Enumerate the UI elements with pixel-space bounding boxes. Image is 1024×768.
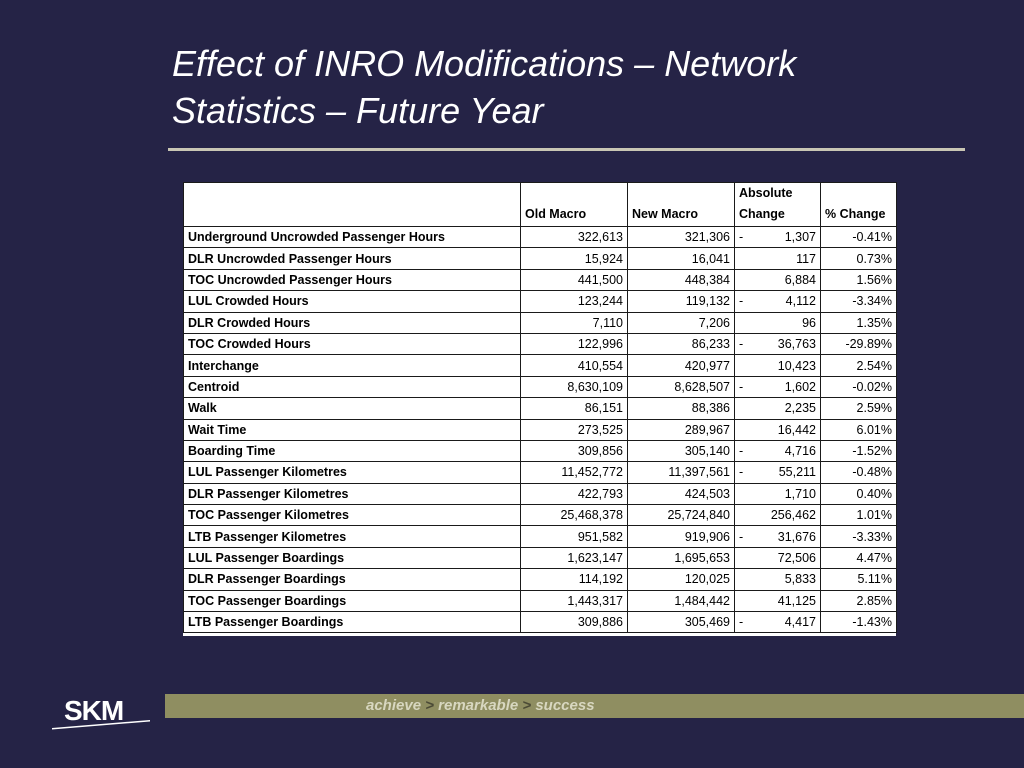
- old-macro-cell: 309,886: [521, 612, 628, 633]
- percent-change-cell: -0.41%: [821, 227, 897, 248]
- absolute-change-cell: [735, 355, 821, 376]
- percent-change-cell: -3.33%: [821, 526, 897, 547]
- row-label: Wait Time: [184, 419, 521, 440]
- absolute-change-sign: -: [739, 529, 744, 544]
- new-macro-cell: 448,384: [628, 269, 735, 290]
- absolute-change-cell: [735, 569, 821, 590]
- table-row: [184, 269, 897, 290]
- absolute-change-cell: [735, 312, 821, 333]
- absolute-change-sign: -: [739, 444, 744, 459]
- new-macro-cell: 420,977: [628, 355, 735, 376]
- table-row: [184, 462, 897, 483]
- table-row: [184, 419, 897, 440]
- old-macro-cell: 123,244: [521, 291, 628, 312]
- row-label: Centroid: [184, 376, 521, 397]
- row-label: TOC Passenger Boardings: [184, 590, 521, 611]
- old-macro-cell: 422,793: [521, 483, 628, 504]
- absolute-change-value: 4,417: [784, 615, 816, 630]
- percent-change-cell: -1.43%: [821, 612, 897, 633]
- row-label: LUL Crowded Hours: [184, 291, 521, 312]
- absolute-change-sign: -: [739, 465, 744, 480]
- new-macro-cell: 305,140: [628, 440, 735, 461]
- tagline-success: success: [535, 697, 595, 714]
- table-row: [184, 612, 897, 633]
- old-macro-cell: 86,151: [521, 398, 628, 419]
- table-row: [184, 505, 897, 526]
- table-row: [184, 526, 897, 547]
- new-macro-cell: 305,469: [628, 612, 735, 633]
- absolute-change-value: 31,676: [777, 529, 816, 544]
- row-label: LUL Passenger Boardings: [184, 547, 521, 568]
- header-old-macro: Old Macro: [521, 183, 628, 227]
- absolute-change-cell: [735, 376, 821, 397]
- table-row: [184, 291, 897, 312]
- new-macro-cell: 7,206: [628, 312, 735, 333]
- percent-change-cell: -29.89%: [821, 333, 897, 354]
- absolute-change-value: 256,462: [770, 508, 816, 523]
- table-header-row: [184, 183, 897, 227]
- absolute-change-sign: -: [739, 379, 744, 394]
- table-row: [184, 227, 897, 248]
- old-macro-cell: 122,996: [521, 333, 628, 354]
- skm-logo: [50, 690, 155, 730]
- table-row: [184, 248, 897, 269]
- absolute-change-value: 6,884: [784, 272, 816, 287]
- slide-title-line2: Statistics – Future Year: [172, 90, 544, 131]
- absolute-change-cell: [735, 227, 821, 248]
- percent-change-cell: 1.56%: [821, 269, 897, 290]
- slide-title-line1: Effect of INRO Modifications – Network: [172, 43, 797, 84]
- new-macro-cell: 120,025: [628, 569, 735, 590]
- new-macro-cell: 289,967: [628, 419, 735, 440]
- slide-title: [172, 40, 972, 134]
- old-macro-cell: 1,623,147: [521, 547, 628, 568]
- percent-change-cell: 1.01%: [821, 505, 897, 526]
- absolute-change-value: 2,235: [784, 401, 816, 416]
- tagline-achieve: achieve: [366, 697, 422, 714]
- tagline-separator-2: >: [522, 697, 532, 714]
- table-row: [184, 312, 897, 333]
- absolute-change-value: 4,112: [785, 294, 816, 309]
- new-macro-cell: 919,906: [628, 526, 735, 547]
- absolute-change-cell: [735, 248, 821, 269]
- absolute-change-value: 1,602: [784, 379, 816, 394]
- percent-change-cell: -0.02%: [821, 376, 897, 397]
- old-macro-cell: 410,554: [521, 355, 628, 376]
- header-absolute-change-line2: Change: [739, 207, 785, 221]
- absolute-change-cell: [735, 526, 821, 547]
- new-macro-cell: 119,132: [628, 291, 735, 312]
- table-row: [184, 398, 897, 419]
- new-macro-cell: 88,386: [628, 398, 735, 419]
- absolute-change-sign: -: [739, 230, 744, 245]
- new-macro-cell: 25,724,840: [628, 505, 735, 526]
- old-macro-cell: 441,500: [521, 269, 628, 290]
- table-row: [184, 333, 897, 354]
- old-macro-cell: 309,856: [521, 440, 628, 461]
- absolute-change-cell: [735, 419, 821, 440]
- absolute-change-value: 4,716: [784, 444, 816, 459]
- old-macro-cell: 322,613: [521, 227, 628, 248]
- absolute-change-cell: [735, 333, 821, 354]
- row-label: LTB Passenger Kilometres: [184, 526, 521, 547]
- absolute-change-value: 96: [802, 315, 816, 330]
- absolute-change-value: 16,442: [777, 422, 816, 437]
- absolute-change-cell: [735, 612, 821, 633]
- absolute-change-value: 72,506: [777, 551, 816, 566]
- absolute-change-cell: [735, 462, 821, 483]
- percent-change-cell: 6.01%: [821, 419, 897, 440]
- new-macro-cell: 1,695,653: [628, 547, 735, 568]
- percent-change-cell: 2.59%: [821, 398, 897, 419]
- percent-change-cell: 5.11%: [821, 569, 897, 590]
- row-label: TOC Uncrowded Passenger Hours: [184, 269, 521, 290]
- absolute-change-value: 41,125: [777, 593, 816, 608]
- new-macro-cell: 8,628,507: [628, 376, 735, 397]
- table-row: [184, 590, 897, 611]
- absolute-change-value: 55,211: [778, 465, 816, 480]
- title-divider: [168, 148, 965, 151]
- row-label: Interchange: [184, 355, 521, 376]
- absolute-change-value: 36,763: [777, 337, 816, 352]
- old-macro-cell: 7,110: [521, 312, 628, 333]
- header-absolute-change-line1: Absolute: [739, 186, 793, 200]
- old-macro-cell: 273,525: [521, 419, 628, 440]
- row-label: TOC Crowded Hours: [184, 333, 521, 354]
- footer-tagline: [366, 694, 595, 718]
- absolute-change-cell: [735, 547, 821, 568]
- absolute-change-cell: [735, 291, 821, 312]
- new-macro-cell: 16,041: [628, 248, 735, 269]
- old-macro-cell: 951,582: [521, 526, 628, 547]
- table-row: [184, 547, 897, 568]
- old-macro-cell: 1,443,317: [521, 590, 628, 611]
- absolute-change-value: 5,833: [784, 572, 816, 587]
- percent-change-cell: 1.35%: [821, 312, 897, 333]
- new-macro-cell: 424,503: [628, 483, 735, 504]
- absolute-change-cell: [735, 483, 821, 504]
- absolute-change-value: 1,307: [784, 230, 816, 245]
- percent-change-cell: -0.48%: [821, 462, 897, 483]
- tagline-separator-1: >: [425, 697, 434, 714]
- new-macro-cell: 1,484,442: [628, 590, 735, 611]
- tagline-remarkable: remarkable: [438, 697, 519, 714]
- percent-change-cell: 4.47%: [821, 547, 897, 568]
- old-macro-cell: 11,452,772: [521, 462, 628, 483]
- row-label: DLR Crowded Hours: [184, 312, 521, 333]
- percent-change-cell: 0.73%: [821, 248, 897, 269]
- old-macro-cell: 114,192: [521, 569, 628, 590]
- header-new-macro: New Macro: [628, 183, 735, 227]
- row-label: Underground Uncrowded Passenger Hours: [184, 227, 521, 248]
- row-label: Walk: [184, 398, 521, 419]
- new-macro-cell: 321,306: [628, 227, 735, 248]
- absolute-change-sign: -: [739, 337, 744, 352]
- row-label: Boarding Time: [184, 440, 521, 461]
- absolute-change-value: 10,423: [777, 358, 816, 373]
- absolute-change-cell: [735, 398, 821, 419]
- header-percent-change: % Change: [821, 183, 897, 227]
- absolute-change-cell: [735, 505, 821, 526]
- row-label: TOC Passenger Kilometres: [184, 505, 521, 526]
- table-row: [184, 483, 897, 504]
- old-macro-cell: 25,468,378: [521, 505, 628, 526]
- table-row: [184, 376, 897, 397]
- percent-change-cell: -3.34%: [821, 291, 897, 312]
- network-statistics-table: [183, 182, 896, 636]
- absolute-change-sign: -: [739, 615, 744, 630]
- row-label: DLR Uncrowded Passenger Hours: [184, 248, 521, 269]
- row-label: DLR Passenger Boardings: [184, 569, 521, 590]
- new-macro-cell: 11,397,561: [628, 462, 735, 483]
- percent-change-cell: 0.40%: [821, 483, 897, 504]
- old-macro-cell: 15,924: [521, 248, 628, 269]
- old-macro-cell: 8,630,109: [521, 376, 628, 397]
- new-macro-cell: 86,233: [628, 333, 735, 354]
- absolute-change-sign: -: [739, 294, 744, 309]
- absolute-change-value: 1,710: [784, 486, 816, 501]
- table-row: [184, 569, 897, 590]
- row-label: DLR Passenger Kilometres: [184, 483, 521, 504]
- percent-change-cell: 2.85%: [821, 590, 897, 611]
- table-row: [184, 355, 897, 376]
- header-absolute-change: [735, 183, 821, 227]
- table-row: [184, 440, 897, 461]
- absolute-change-cell: [735, 269, 821, 290]
- row-label: LTB Passenger Boardings: [184, 612, 521, 633]
- absolute-change-value: 117: [796, 251, 816, 266]
- row-label: LUL Passenger Kilometres: [184, 462, 521, 483]
- absolute-change-cell: [735, 440, 821, 461]
- percent-change-cell: 2.54%: [821, 355, 897, 376]
- header-blank: [184, 183, 521, 227]
- percent-change-cell: -1.52%: [821, 440, 897, 461]
- absolute-change-cell: [735, 590, 821, 611]
- logo-text: SKM: [64, 695, 124, 726]
